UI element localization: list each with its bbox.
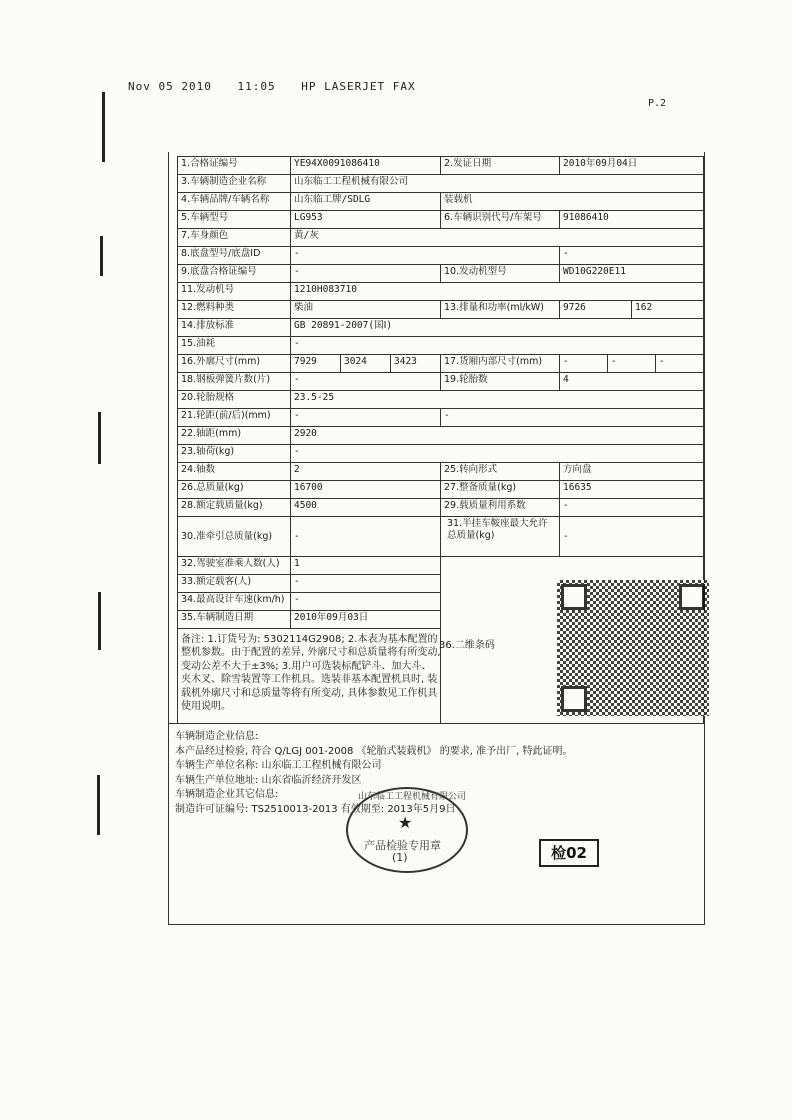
brand-label: 4.车辆品牌/车辆名称 [177, 192, 291, 211]
displacement-label: 13.排量和功率(ml/kW) [440, 300, 560, 319]
scan-mark [97, 775, 100, 835]
qr-label: 36.二维条码 [439, 640, 495, 651]
inspection-stamp [346, 787, 468, 873]
track-rear-value: - [440, 408, 704, 427]
emission-label: 14.排放标准 [177, 318, 291, 337]
chassis-id-value: - [559, 246, 704, 265]
scan-mark [102, 92, 105, 162]
manufacturer-value: 山东临工工程机械有限公司 [290, 174, 704, 193]
axle-count-value: 2 [290, 462, 441, 481]
curb-mass-label: 27.整备质量(kg) [440, 480, 560, 499]
leaf-spring-label: 18.钢板弹簧片数(片) [177, 372, 291, 391]
fuel-label: 12.燃料种类 [177, 300, 291, 319]
cargo-height-value: - [655, 354, 704, 373]
gross-mass-label: 26.总质量(kg) [177, 480, 291, 499]
inspection-mark: 检02 [539, 839, 599, 867]
stamp-number: (1) [392, 851, 408, 864]
fax-date: Nov 05 2010 [128, 80, 212, 93]
axle-load-value: - [290, 444, 704, 463]
color-label: 7.车身颜色 [177, 228, 291, 247]
fax-device: HP LASERJET FAX [301, 80, 416, 93]
cargo-width-value: - [607, 354, 656, 373]
towing-mass-value: - [290, 516, 441, 557]
cab-seats-label: 32.驾驶室准乘人数(人) [177, 556, 291, 575]
fuel-consumption-label: 15.油耗 [177, 336, 291, 355]
scan-mark [98, 592, 101, 650]
cargo-length-value: - [559, 354, 608, 373]
engine-no-value: 1210H083710 [290, 282, 704, 301]
page-number: P.2 [648, 98, 667, 109]
load-factor-value: - [559, 498, 704, 517]
axle-load-label: 23.轴荷(kg) [177, 444, 291, 463]
model-value: LG953 [290, 210, 441, 229]
wheelbase-label: 22.轴距(mm) [177, 426, 291, 445]
axle-count-label: 24.轴数 [177, 462, 291, 481]
tire-spec-value: 23.5-25 [290, 390, 704, 409]
tire-count-value: 4 [559, 372, 704, 391]
chassis-cert-label: 9.底盘合格证编号 [177, 264, 291, 283]
vin-label: 6.车辆识别代号/车架号 [440, 210, 560, 229]
towing-mass-label: 30.准牵引总质量(kg) [177, 516, 291, 557]
saddle-mass-label: 31.半挂车鞍座最大允许总质量(kg) [440, 516, 560, 557]
cab-seats-value: 1 [290, 556, 441, 575]
gross-mass-value: 16700 [290, 480, 441, 499]
fax-time: 11:05 [237, 80, 276, 93]
mfg-line-2: 车辆生产单位名称: 山东临工工程机械有限公司 [175, 760, 382, 771]
fax-header [128, 80, 434, 93]
chassis-model-label: 8.底盘型号/底盘ID [177, 246, 291, 265]
qr-code [557, 580, 709, 716]
engine-model-label: 10.发动机型号 [440, 264, 560, 283]
height-value: 3423 [390, 354, 441, 373]
power-value: 162 [631, 300, 704, 319]
star-icon: ★ [398, 813, 413, 832]
vin-value: 91086410 [559, 210, 704, 229]
manufacturer-label: 3.车辆制造企业名称 [177, 174, 291, 193]
mfg-heading: 车辆制造企业信息: [175, 731, 259, 742]
issue-date-label: 2.发证日期 [440, 156, 560, 175]
tire-count-label: 19.轮胎数 [440, 372, 560, 391]
passengers-value: - [290, 574, 441, 593]
scan-mark [98, 412, 101, 464]
cert-no-value: YE94X0091086410 [290, 156, 441, 175]
fuel-value: 柴油 [290, 300, 441, 319]
length-value: 7929 [290, 354, 341, 373]
stamp-name: 产品检验专用章 [364, 839, 441, 852]
stamp-ring-text: 山东临工工程机械有限公司 [358, 792, 467, 802]
issue-date-value: 2010年09月04日 [559, 156, 704, 175]
mfg-date-label: 35.车辆制造日期 [177, 610, 291, 629]
leaf-spring-value: - [290, 372, 441, 391]
saddle-mass-value: - [559, 516, 704, 557]
scan-mark [100, 236, 103, 276]
tire-spec-label: 20.轮胎规格 [177, 390, 291, 409]
qr-finder [561, 584, 587, 610]
dimensions-label: 16.外廓尺寸(mm) [177, 354, 291, 373]
engine-no-label: 11.发动机号 [177, 282, 291, 301]
cert-no-label: 1.合格证编号 [177, 156, 291, 175]
color-value: 黄/灰 [290, 228, 704, 247]
curb-mass-value: 16635 [559, 480, 704, 499]
qr-finder [679, 584, 705, 610]
width-value: 3024 [340, 354, 391, 373]
mfg-line-4: 车辆制造企业其它信息: [175, 789, 279, 800]
wheelbase-value: 2920 [290, 426, 704, 445]
passengers-label: 33.额定载客(人) [177, 574, 291, 593]
qr-finder [561, 686, 587, 712]
cargo-dimensions-label: 17.货厢内部尺寸(mm) [440, 354, 560, 373]
chassis-model-value: - [290, 246, 560, 265]
fuel-consumption-value: - [290, 336, 704, 355]
vehicle-name-value: 装载机 [440, 192, 704, 211]
rated-load-label: 28.额定载质量(kg) [177, 498, 291, 517]
engine-model-value: WD10G220E11 [559, 264, 704, 283]
track-front-value: - [290, 408, 441, 427]
max-speed-value: - [290, 592, 441, 611]
section-divider [169, 723, 704, 724]
mfg-line-5: 制造许可证编号: TS2510013-2013 有效期至: 2013年5月9日 [175, 803, 456, 815]
rated-load-value: 4500 [290, 498, 441, 517]
steering-label: 25.转向形式 [440, 462, 560, 481]
displacement-value: 9726 [559, 300, 632, 319]
mfg-line-3: 车辆生产单位地址: 山东省临沂经济开发区 [175, 774, 362, 786]
max-speed-label: 34.最高设计车速(km/h) [177, 592, 291, 611]
brand-value: 山东临工牌/SDLG [290, 192, 441, 211]
steering-value: 方向盘 [559, 462, 704, 481]
remarks-text: 备注: 1.订货号为: 5302114G2908; 2.本表为基本配置的整机参数。由于配置的差异, 外廓尺寸和总质量将有所变动, 变动公差不大于±3%; 3.用户可选装标配铲斗、加大斗、夹木叉、除雪装置等工作机具。选装非基本配置机具时, 装载机外廓尺寸和总质量等将有所变动, 具体参数见工作机具使用说明。 [181, 634, 441, 713]
mfg-line-1: 本产品经过检验, 符合 Q/LGJ 001-2008 《轮胎式装载机》 的要求, 准予出厂, 特此证明。 [175, 745, 573, 757]
model-label: 5.车辆型号 [177, 210, 291, 229]
emission-value: GB 20891-2007(国Ⅰ) [290, 318, 704, 337]
mfg-date-value: 2010年09月03日 [290, 610, 441, 629]
load-factor-label: 29.载质量利用系数 [440, 498, 560, 517]
chassis-cert-value: - [290, 264, 441, 283]
track-label: 21.轮距(前/后)(mm) [177, 408, 291, 427]
vehicle-certificate [168, 152, 705, 925]
